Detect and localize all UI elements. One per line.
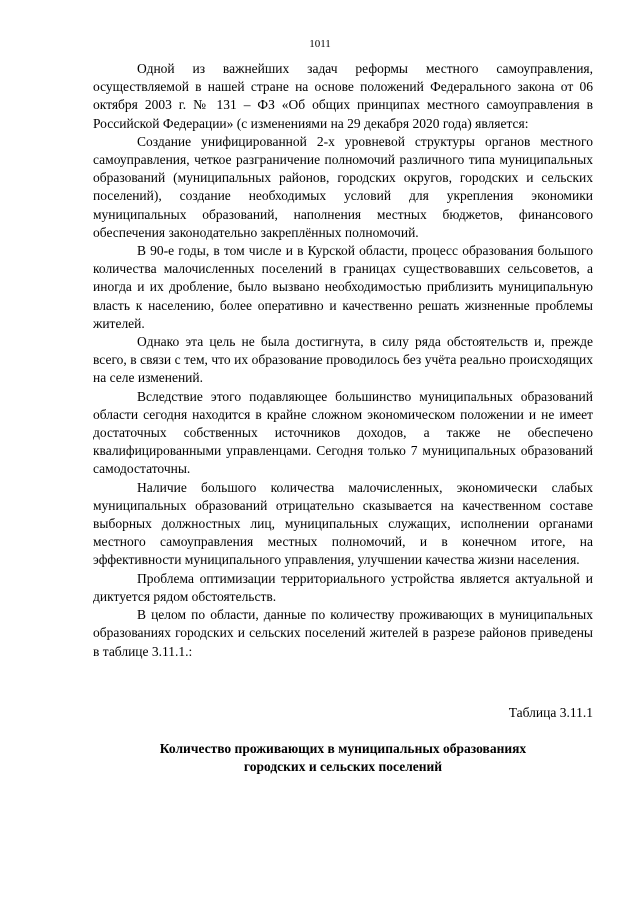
paragraph-unified-structure: Создание унифицированной 2-х уровневой структуры органов местного самоуправления, четкое разграничение полномочий различного типа муниципальных образований (муниципальных районов, городских округов, городских и сельских поселений), создание необходимых условий для укрепления экономики муниципальных образований, наполнения местных бюджетов, финансового обеспечения законодательно закреплённых полномочий.	[93, 133, 593, 240]
page-number: 1011	[309, 38, 331, 50]
paragraph-optimization-problem: Проблема оптимизации территориального устройства является актуальной и диктуется рядом обстоятельств.	[93, 570, 593, 604]
paragraph-reform-tasks: Одной из важнейших задач реформы местного самоуправления, осуществляемой в нашей стране на основе положений Федерального закона от 06 октября 2003 г. № 131 – ФЗ «Об общих принципах местного самоуправления в Российской Федерации» (с изменениями на 29 декабря 2020 года) является:	[93, 61, 593, 131]
paragraph-economic-situation: Вследствие этого подавляющее большинство муниципальных образований области сегодня находится в крайне сложном экономическом положении и не имеет достаточных собственных источников доходов, а также не обеспечено квалифицированными управленцами. Сегодня только 7 муниципальных образований самодостаточны.	[93, 388, 593, 477]
paragraph-nineties: В 90-е годы, в том числе и в Курской области, процесс образования большого количества малочисленных поселений в границах существовавших сельсоветов, а иногда и их дробление, было вызвано необходимостью приблизить муниципальную власть к населению, более оперативно и качественно решать жизненные проблемы жителей.	[93, 243, 593, 331]
table-title-line-1: Количество проживающих в муниципальных образованиях	[159, 741, 527, 756]
table-title-line-2: городских и сельских поселений	[243, 759, 443, 774]
paragraph-table-reference: В целом по области, данные по количеству проживающих в муниципальных образованиях городских и сельских поселений жителей в разрезе районов приведены в таблице 3.11.1.:	[93, 607, 593, 659]
body-text	[93, 60, 593, 661]
table-caption: Таблица 3.11.1	[508, 705, 593, 720]
paragraph-small-municipalities: Наличие большого количества малочисленных, экономически слабых муниципальных образований отрицательно сказывается на качественном составе выборных должностных лиц, муниципальных служащих, исполнении органами местного самоуправления местных полномочий, и в конечном итоге, на эффективности муниципального управления, улучшении качества жизни населения.	[93, 479, 593, 568]
table-title	[93, 740, 593, 776]
paragraph-goal-not-achieved: Однако эта цель не была достигнута, в силу ряда обстоятельств и, прежде всего, в связи с тем, что их образование проводилось без учёта реально происходящих на селе изменений.	[93, 334, 593, 386]
